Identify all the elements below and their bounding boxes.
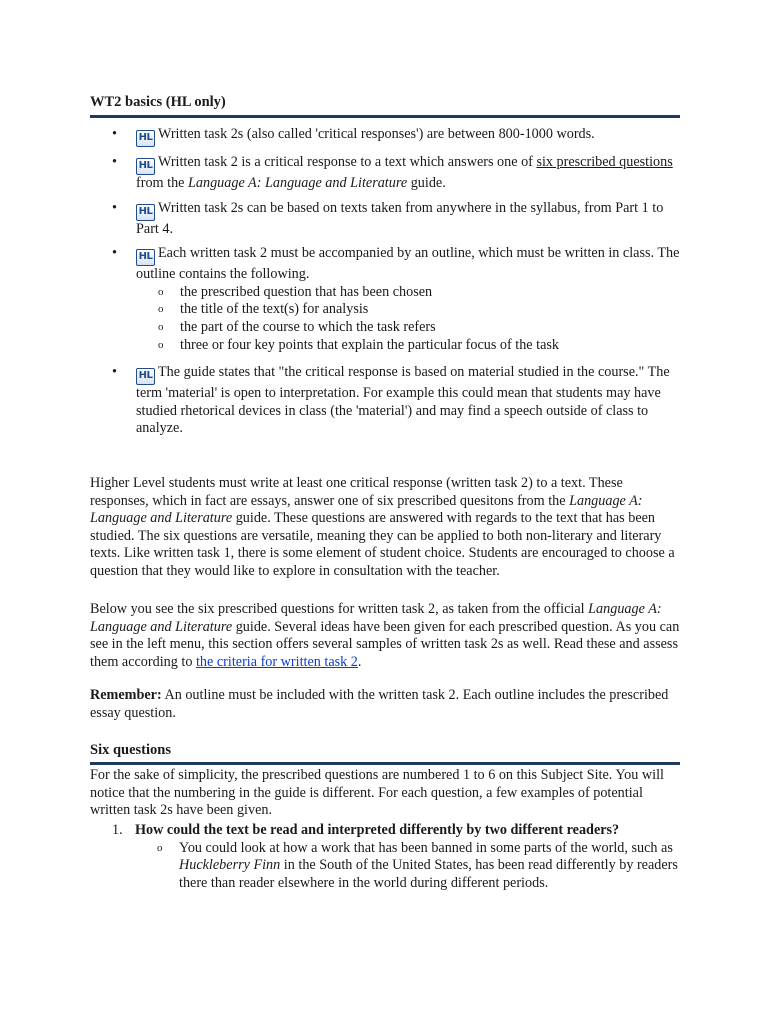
questions-list xyxy=(90,822,680,892)
hl-badge-icon: HL xyxy=(136,130,155,147)
remember-paragraph: Remember: An outline must be included with the written task 2. Each outline includes the prescribed essay question. xyxy=(90,687,669,721)
wt2-basics-heading: WT2 basics (HL only) xyxy=(90,94,226,110)
list-item: • HL Written task 2s (also called 'critical responses') are between 800-1000 words. xyxy=(90,126,680,147)
list-item: • HL Written task 2 is a critical response to a text which answers one of six prescribed questions from the Language A: Language and Literature guide. xyxy=(90,154,680,193)
list-item: 1. How could the text be read and interpreted differently by two different readers? o You could look at how a work that has been banned in some parts of the world, such as Huckleberry Finn in the South of the United States, has been read differently by readers there than reader elsewhere in the world during different periods. xyxy=(90,822,680,892)
list-item: o the prescribed question that has been chosen xyxy=(136,284,680,302)
heading-rule xyxy=(90,762,680,765)
list-item: • HL The guide states that "the critical response is based on material studied in the course." The term 'material' is open to interpretation. For example this could mean that students may have studied rhetorical devices in class (the 'material') and may find a speech outside of class to analyze. xyxy=(90,364,680,438)
hl-badge-icon: HL xyxy=(136,158,155,175)
six-prescribed-questions-link[interactable]: six prescribed questions xyxy=(536,154,673,170)
list-item: o the title of the text(s) for analysis xyxy=(136,301,680,319)
heading-rule xyxy=(90,115,680,118)
basics-list xyxy=(90,126,680,445)
questions-paragraph: Below you see the six prescribed questions for written task 2, as taken from the official Language A: Language and Literature guide. Several ideas have been given for each prescribed question. As you can see in the left menu, this section offers several samples of written task 2s as well. Read these and assess them according to the criteria for written task 2. xyxy=(90,601,680,670)
six-questions-intro: For the sake of simplicity, the prescribed questions are numbered 1 to 6 on this Subject Site. You will notice that the numbering in the guide is different. For each question, a few examples of potential written task 2s have been given. xyxy=(90,767,664,819)
hl-badge-icon: HL xyxy=(136,204,155,221)
question-1-examples xyxy=(135,840,680,893)
hl-badge-icon: HL xyxy=(136,368,155,385)
list-item: o three or four key points that explain the particular focus of the task xyxy=(136,337,680,355)
list-item: • HL Each written task 2 must be accompanied by an outline, which must be written in class. The outline contains the following. o the prescribed question that has been chosen o the title of the text(s) for analysis o the part of the course to which the task refers o three or four key points that explain the particular focus of the task xyxy=(90,245,680,354)
list-item: • HL Written task 2s can be based on texts taken from anywhere in the syllabus, from Part 1 to Part 4. xyxy=(90,200,680,239)
criteria-link[interactable]: the criteria for written task 2 xyxy=(195,653,358,670)
hl-badge-icon: HL xyxy=(136,249,155,266)
intro-paragraph: Higher Level students must write at least one critical response (written task 2) to a text. These responses, which in fact are essays, answer one of six prescribed quesitons from the Language A: Language and Literature guide. These questions are answered with regards to the text that has been studied. The six questions are versatile, meaning they can be applied to both non-literary and literary texts. Like written task 1, there is some element of student choice. Students are encouraged to choose a question that they would like to explore in consultation with the teacher. xyxy=(90,475,675,579)
question-1: How could the text be read and interpreted differently by two different readers? xyxy=(135,822,620,838)
list-item: o the part of the course to which the task refers xyxy=(136,319,680,337)
six-questions-heading: Six questions xyxy=(90,742,171,758)
list-item: o You could look at how a work that has been banned in some parts of the world, such as Huckleberry Finn in the South of the United States, has been read differently by readers there than reader elsewhere in the world during different periods. xyxy=(135,840,680,893)
outline-contents-list xyxy=(136,284,680,354)
